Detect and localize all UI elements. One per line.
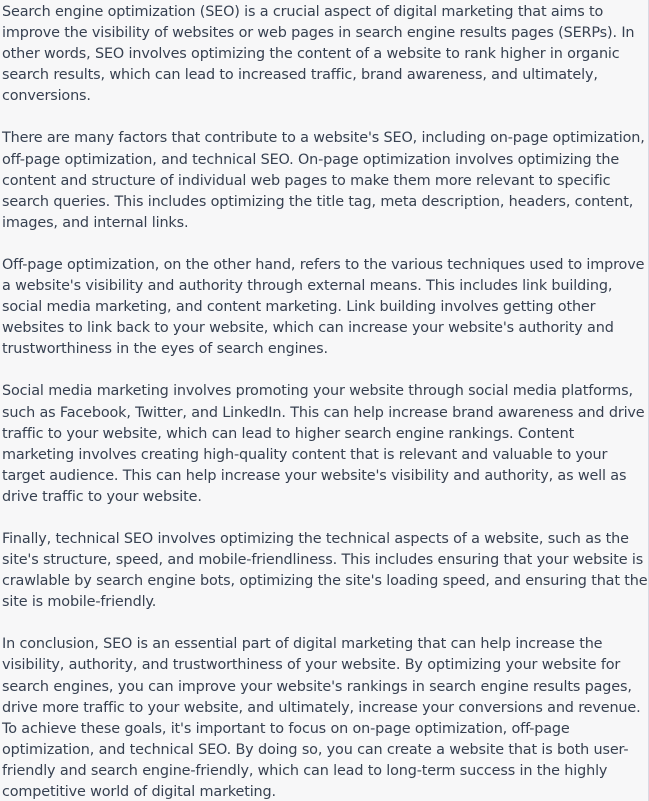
paragraph-seo-factors: There are many factors that contribute to a website's SEO, including on-page optimization, off-page optimization, and technical SEO. On-page optimization involves optimizing the content and structure of individual web pages to make them more relevant to specific search queries. This includes optimizing the title tag, meta description, headers, content, images, and internal links. bbox=[2, 130, 645, 231]
paragraph-social-media: Social media marketing involves promoting your website through social media platforms, such as Facebook, Twitter, and LinkedIn. This can help increase brand awareness and drive traffic to your website, which can lead to higher search engine rankings. Content marketing involves creating high-quality content that is relevant and valuable to your target audience. This can help increase your website's visibility and authority, as well as drive traffic to your website. bbox=[2, 383, 645, 505]
paragraph-seo-definition: Search engine optimization (SEO) is a crucial aspect of digital marketing that aims to improve the visibility of websites or web pages in search engine results pages (SERPs). In other words, SEO involves optimizing the content of a website to rank higher in organic search results, which can lead to increased traffic, brand awareness, and ultimately, conversions. bbox=[2, 4, 635, 105]
response-text bbox=[2, 2, 649, 801]
paragraph-off-page: Off-page optimization, on the other hand, refers to the various techniques used to improve a website's visibility and authority through external means. This includes link building, social media marketing, and content marketing. Link building involves getting other websites to link back to your website, which can increase your website's authority and trustworthiness in the eyes of search engines. bbox=[2, 256, 645, 358]
paragraph-conclusion: In conclusion, SEO is an essential part of digital marketing that can help increase the visibility, authority, and trustworthiness of your website. By optimizing your website for search engines, you can improve your website's rankings in search engine results pages, drive more traffic to your website, and ultimately, increase your conversions and revenue. To achieve these goals, it's important to focus on on-page optimization, off-page optimization, and technical SEO. By doing so, you can create a website that is both user-friendly and search engine-friendly, which can lead to long-term success in the highly competitive world of digital marketing. bbox=[2, 636, 641, 800]
paragraph-technical-seo: Finally, technical SEO involves optimizing the technical aspects of a website, such as the site's structure, speed, and mobile-friendliness. This includes ensuring that your website is crawlable by search engine bots, optimizing the site's loading speed, and ensuring that the site is mobile-friendly. bbox=[2, 530, 648, 611]
